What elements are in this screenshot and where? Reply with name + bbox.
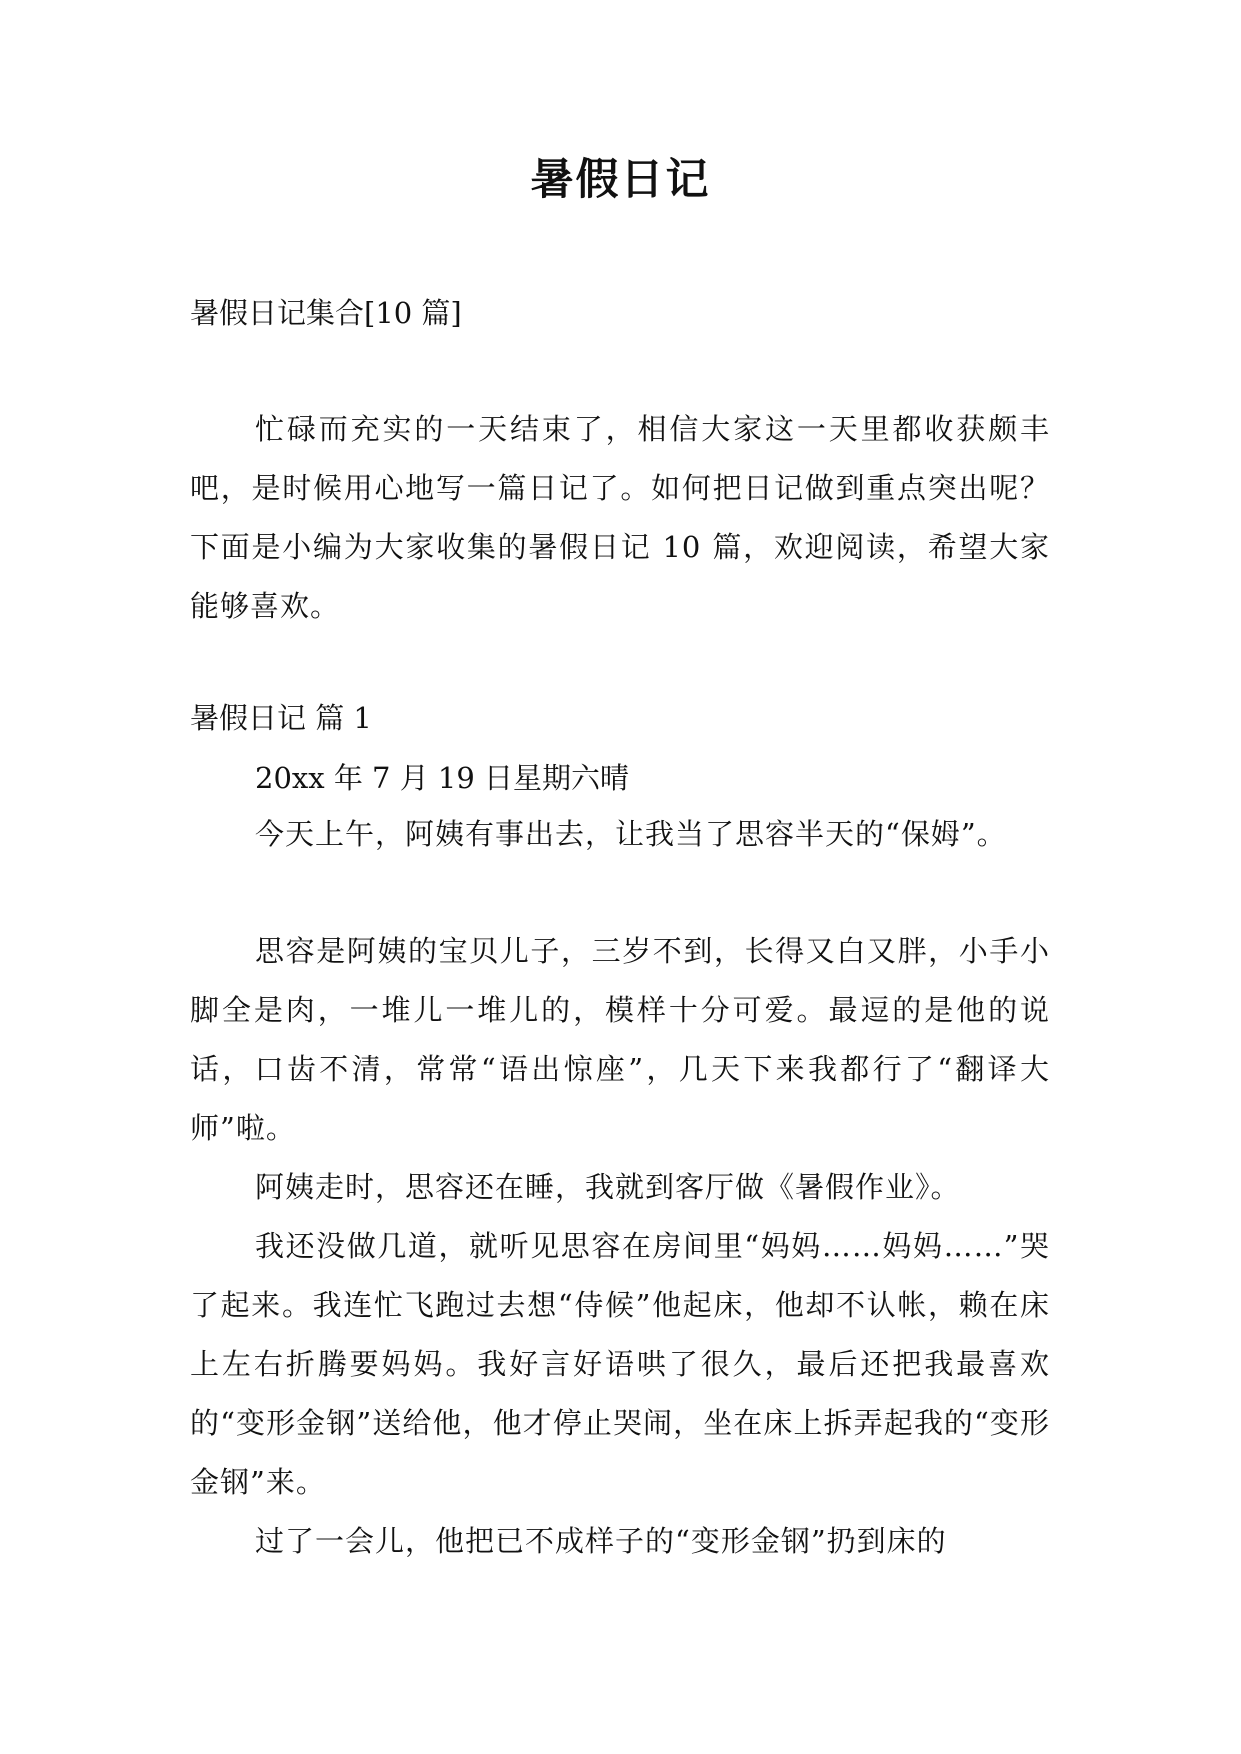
body-paragraph: 阿姨走时，思容还在睡，我就到客厅做《暑假作业》。: [255, 1170, 961, 1204]
body-paragraph: 过了一会儿，他把已不成样子的“变形金钢”扔到床的: [255, 1524, 947, 1558]
intro-paragraph: 忙碌而充实的一天结束了，相信大家这一天里都收获颇丰吧，是时候用心地写一篇日记了。如何把日记做到重点突出呢？下面是小编为大家收集的暑假日记 10 篇，欢迎阅读，希望大家能够喜欢。: [190, 412, 1050, 623]
document-title: 暑假日记: [530, 155, 711, 205]
document-subtitle: 暑假日记集合[10 篇]: [190, 296, 462, 330]
body-paragraph: 思容是阿姨的宝贝儿子，三岁不到，长得又白又胖，小手小脚全是肉，一堆儿一堆儿的，模样十分可爱。最逗的是他的说话，口齿不清，常常“语出惊座”，几天下来我都行了“翻译大师”啦。: [190, 934, 1050, 1145]
body-paragraph: 我还没做几道，就听见思容在房间里“妈妈……妈妈……”哭了起来。我连忙飞跑过去想“侍候”他起床，他却不认帐，赖在床上左右折腾要妈妈。我好言好语哄了很久，最后还把我最喜欢的“变形金钢”送给他，他才停止哭闹，坐在床上拆弄起我的“变形金钢”来。: [190, 1229, 1050, 1499]
diary-date-line: 20xx 年 7 月 19 日星期六晴: [255, 761, 630, 795]
section-heading: 暑假日记 篇 1: [190, 701, 372, 735]
body-paragraph: 今天上午，阿姨有事出去，让我当了思容半天的“保姆”。: [255, 817, 1007, 851]
